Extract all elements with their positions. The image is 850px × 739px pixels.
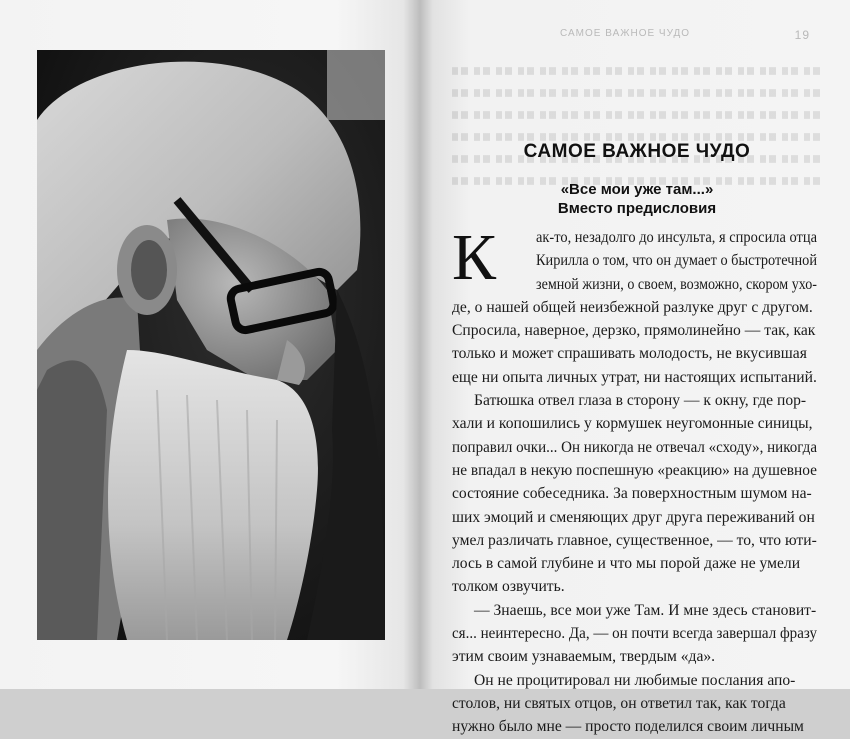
drop-cap: К (452, 221, 497, 294)
text-line: Батюшка отвел глаза в сторону — к окну, где пор- (474, 392, 807, 410)
text-line: де, о нашей общей неизбежной разлуке друг с другом. (452, 298, 813, 316)
body-text (452, 221, 817, 739)
left-page (0, 0, 420, 689)
chapter-subtitle (452, 180, 822, 218)
subtitle-line: Вместо предисловия (557, 200, 717, 217)
text-line: ших эмоций и сменяющих друг друга переживаний он (452, 508, 815, 526)
text-line: Он не процитировал ни любимые послания апо- (474, 671, 796, 689)
text-line: столов, ни святых отцов, он ответил так, как тогда (452, 694, 786, 712)
chapter-title: САМОЕ ВАЖНОЕ ЧУДО (523, 141, 751, 162)
page-number: 19 (794, 28, 810, 42)
text-line: лось в самой глубине и что мы порой даже не умели (452, 555, 801, 573)
portrait-photo (37, 50, 385, 640)
text-line: Спросила, наверное, дерзко, прямолинейно — так, как (452, 322, 816, 340)
text-line: поправил очки... Он никогда не отвечал «сходу», никогда (452, 438, 817, 456)
text-line: Кирилла о том, что он думает о быстротечной (536, 252, 817, 270)
text-line: хали и копошились у кормушек неугомонные синицы, (452, 415, 813, 433)
running-title: САМОЕ ВАЖНОЕ ЧУДО (560, 28, 691, 39)
text-line: умел различать главное, существенное, — то, что юти- (452, 531, 817, 549)
text-line: только и может спрашивать молодость, не вкусившая (452, 345, 807, 363)
text-line: ак-то, незадолго до инсульта, я спросила отца (536, 229, 817, 246)
subtitle-line: «Все мои уже там...» (560, 181, 714, 198)
text-line: нужно было мне — просто поделился своим личным (452, 718, 804, 736)
text-line: ся... неинтересно. Да, — он почти всегда завершал фразу (452, 625, 817, 643)
text-line: — Знаешь, все мои уже Там. И мне здесь становит- (474, 601, 817, 619)
text-line: толком озвучить. (452, 578, 565, 596)
text-line: не впадал в некую поспешную «реакцию» на душевное (452, 461, 817, 479)
text-line: этим своим узнаваемым, твердым «да». (452, 648, 716, 666)
text-line: еще ни опыта личных утрат, ни настоящих испытаний. (452, 368, 817, 386)
text-line: земной жизни, о своем, возможно, скором ухо- (536, 275, 817, 293)
running-header (560, 28, 810, 44)
text-line: состояние собеседника. За поверхностным шумом на- (452, 485, 812, 503)
